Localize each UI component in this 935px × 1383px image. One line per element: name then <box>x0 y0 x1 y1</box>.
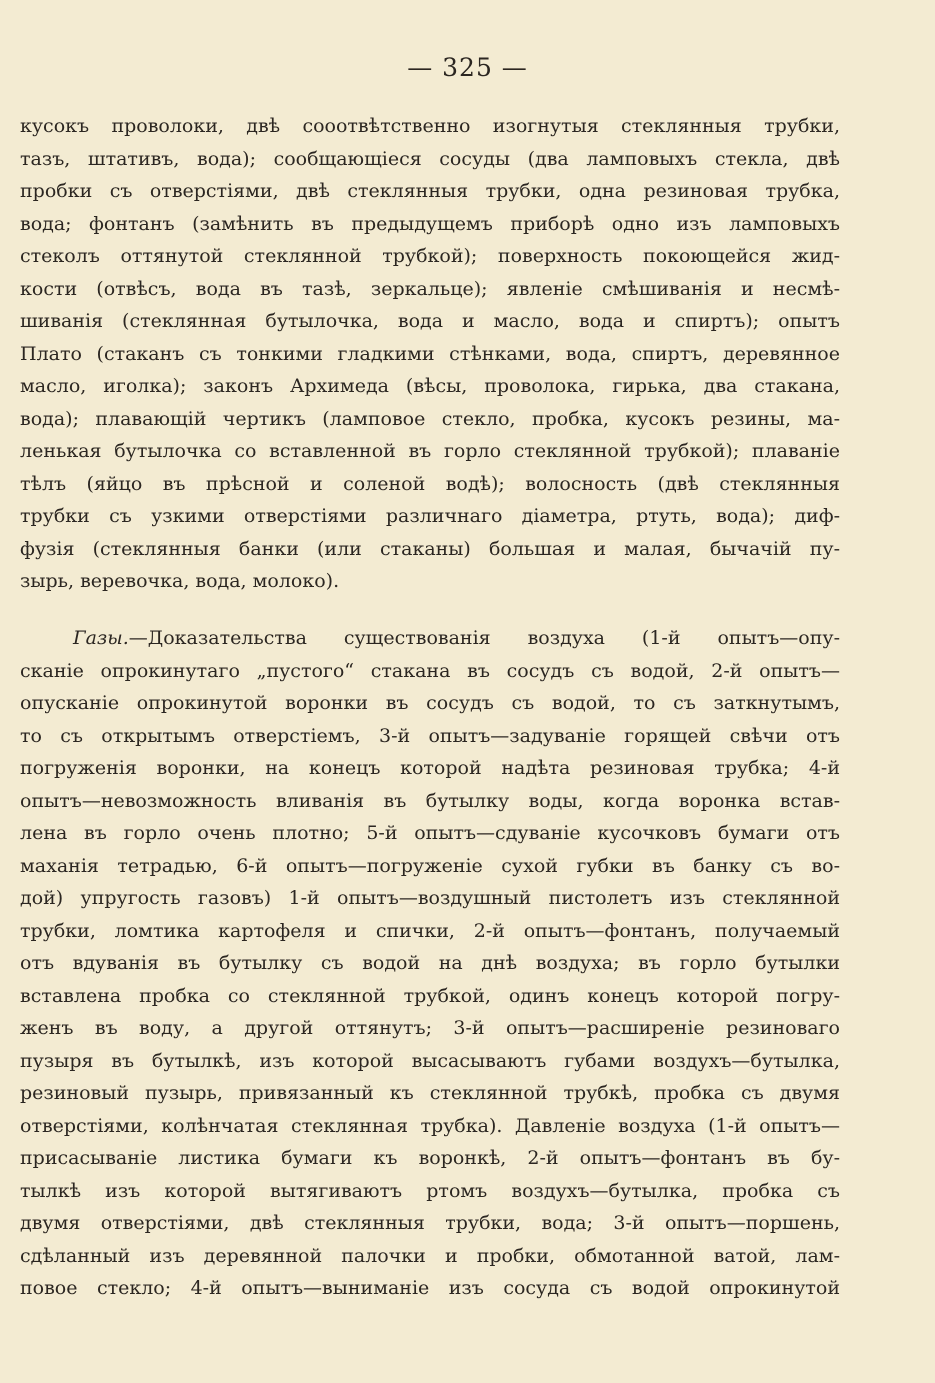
text-line: вода; фонтанъ (замѣнить въ предыдущемъ приборѣ одно изъ ламповыхъ <box>20 212 840 235</box>
text-line: ленькая бутылочка со вставленной въ горло стеклянной трубкой); плаваніе <box>20 440 840 462</box>
text-line: сдѣланный изъ деревянной палочки и пробки, обмотанной ватой, лам- <box>20 1244 840 1267</box>
text-line: резиновый пузырь, привязанный къ стеклянной трубкѣ, пробка съ двумя <box>20 1082 840 1104</box>
text-line: повое стекло; 4-й опытъ—выниманіе изъ сосуда съ водой опрокинутой <box>20 1277 840 1299</box>
text-line: масло, иголка); законъ Архимеда (вѣсы, проволока, гирька, два стакана, <box>20 375 840 397</box>
text-line: вставлена пробка со стеклянной трубкой, одинъ конецъ которой погру- <box>20 984 840 1007</box>
text-line: опытъ—невозможность вливанія въ бутылку воды, когда воронка встав- <box>20 789 840 812</box>
text-line: лена въ горло очень плотно; 5-й опытъ—сдуваніе кусочковъ бумаги отъ <box>20 822 840 844</box>
text-line: тылкѣ изъ которой вытягиваютъ ртомъ воздухъ—бутылка, пробка съ <box>20 1179 840 1202</box>
section-heading-gases: Газы. <box>73 627 129 649</box>
text-line: зырь, веревочка, вода, молоко). <box>20 570 340 592</box>
text-line: тазъ, штативъ, вода); сообщающіеся сосуды (два ламповыхъ стекла, двѣ <box>20 147 840 170</box>
text-line: трубки съ узкими отверстіями различнаго діаметра, ртуть, вода); диф- <box>20 505 840 527</box>
text-line: трубки, ломтика картофеля и спички, 2-й опытъ—фонтанъ, получаемый <box>20 919 840 942</box>
text-line: вода); плавающій чертикъ (ламповое стекло, пробка, кусокъ резины, ма- <box>20 407 840 430</box>
text-line: отверстіями, колѣнчатая стеклянная трубка). Давленіе воздуха (1-й опытъ— <box>20 1114 840 1137</box>
page-number: — 325 — <box>407 53 528 82</box>
text-line: опусканіе опрокинутой воронки въ сосудъ съ водой, то съ заткнутымъ, <box>20 692 840 714</box>
text-line: двумя отверстіями, двѣ стеклянныя трубки, вода; 3-й опытъ—поршень, <box>20 1212 840 1234</box>
text-line: стеколъ оттянутой стеклянной трубкой); поверхность покоющейся жид- <box>20 245 840 267</box>
text-line: отъ вдуванія въ бутылку съ водой на днѣ воздуха; въ горло бутылки <box>20 952 840 974</box>
text-line: пробки съ отверстіями, двѣ стеклянныя трубки, одна резиновая трубка, <box>20 180 840 202</box>
text-line: присасываніе листика бумаги къ воронкѣ, 2-й опытъ—фонтанъ въ бу- <box>20 1147 840 1169</box>
text-line-rest: —Доказательства существованія воздуха (1-й опытъ—опу- <box>128 627 840 649</box>
text-line: кости (отвѣсъ, вода въ тазѣ, зеркальце); явленіе смѣшиванія и несмѣ- <box>20 277 840 300</box>
text-line: женъ въ воду, а другой оттянутъ; 3-й опытъ—расширеніе резиноваго <box>20 1017 840 1039</box>
text-line: погруженія воронки, на конецъ которой надѣта резиновая трубка; 4-й <box>20 757 840 779</box>
text-line: дой) упругость газовъ) 1-й опытъ—воздушный пистолетъ изъ стеклянной <box>20 887 840 909</box>
text-line: фузія (стеклянныя банки (или стаканы) большая и малая, бычачій пу- <box>20 537 840 560</box>
text-line: маханія тетрадью, 6-й опытъ—погруженіе сухой губки въ банку съ во- <box>20 854 840 877</box>
text-line: сканіе опрокинутаго „пустого“ стакана въ сосудъ съ водой, 2-й опытъ— <box>20 659 840 682</box>
text-line: то съ открытымъ отверстіемъ, 3-й опытъ—задуваніе горящей свѣчи отъ <box>20 724 840 747</box>
text-line: шиванія (стеклянная бутылочка, вода и масло, вода и спиртъ); опытъ <box>20 310 840 332</box>
text-line-first <box>20 622 840 655</box>
text-line: Плато (стаканъ съ тонкими гладкими стѣнками, вода, спиртъ, деревянное <box>20 342 840 365</box>
text-line: тѣлъ (яйцо въ прѣсной и соленой водѣ); волосность (двѣ стеклянныя <box>20 472 840 495</box>
paragraph-gases <box>20 622 840 1305</box>
text-line: кусокъ проволоки, двѣ сооотвѣтственно изогнутыя стеклянныя трубки, <box>20 115 840 137</box>
paragraph-apparatus-list <box>20 110 840 598</box>
text-line: пузыря въ бутылкѣ, изъ которой высасываютъ губами воздухъ—бутылка, <box>20 1049 840 1072</box>
